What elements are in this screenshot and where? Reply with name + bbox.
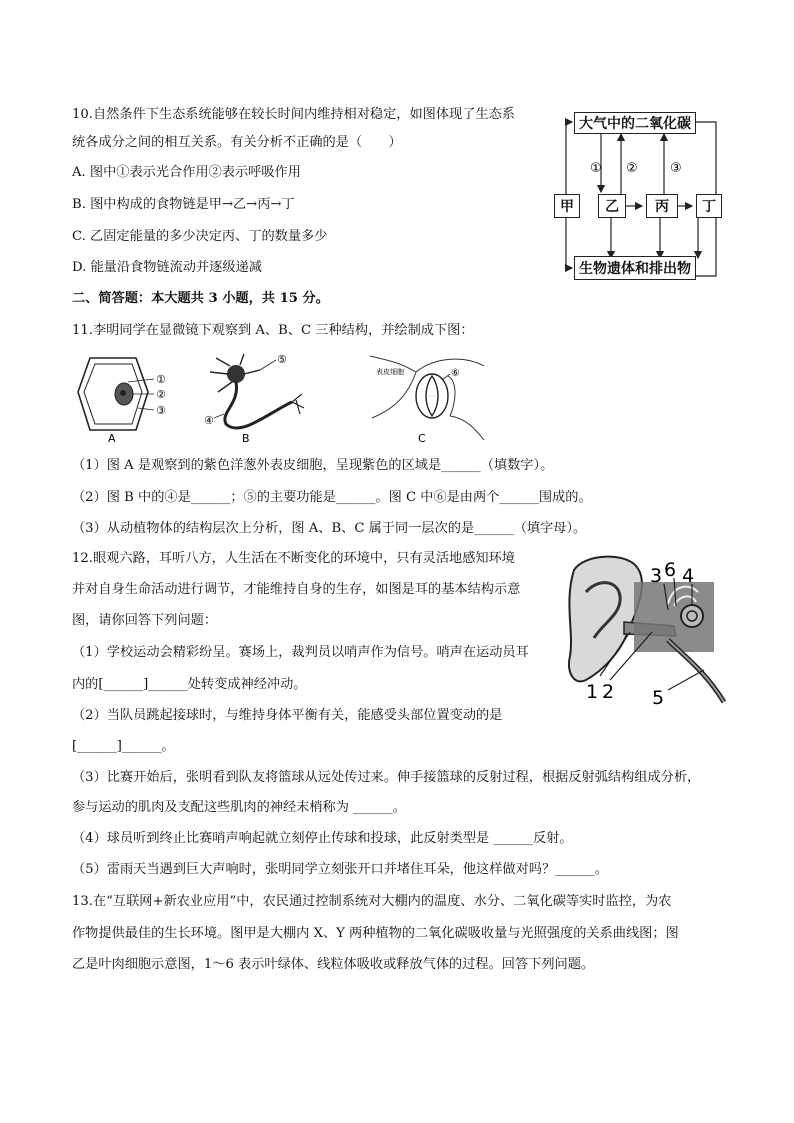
q10-line2: 统各成分之间的相互关系。有关分析不正确的是（ ） (72, 135, 402, 150)
ear-diagram (564, 552, 730, 708)
q10-option-a: A. 图中①表示光合作用②表示呼吸作用 (72, 165, 301, 180)
ear-label-1: 1 (586, 681, 599, 703)
q13-line3: 乙是叶肉细胞示意图，1～6 表示叶绿体、线粒体吸收或释放气体的过程。回答下列问题。 (72, 957, 595, 972)
q12-line2: 并对自身生命活动进行调节，才能维持自身的生存，如图是耳的基本结构示意 (72, 582, 521, 597)
q12-sub1a: （1）学校运动会精彩纷呈。赛场上，裁判员以哨声作为信号。哨声在运动员耳 (72, 645, 529, 660)
arrow-label-2: ② (626, 161, 638, 176)
ear-label-4: 4 (682, 565, 695, 587)
q12-line1: 12.眼观六路，耳听八方，人生活在不断变化的环境中，只有灵活地感知环境 (72, 551, 515, 566)
q10-line1: 10.自然条件下生态系统能够在较长时间内维持相对稳定，如图体现了生态系 (72, 107, 515, 122)
q10-option-c: C. 乙固定能量的多少决定丙、丁的数量多少 (72, 229, 328, 244)
q13-line2: 作物提供最佳的生长环境。图甲是大棚内 X、Y 两种植物的二氧化碳吸收量与光照强度的关系曲线图；图 (72, 926, 679, 941)
q12-sub3b: 参与运动的肌肉及支配这些肌肉的神经末梢称为 ______。 (72, 800, 406, 815)
ear-label-5: 5 (652, 687, 665, 708)
q12-sub2b: [______]______。 (72, 739, 175, 754)
ecosystem-diagram (546, 106, 726, 282)
q12-line3: 图，请你回答下列问题： (72, 613, 218, 628)
figc-epidermal-label: 表皮细胞 (376, 368, 404, 376)
atmosphere-co2-box: 大气中的二氧化碳 (574, 112, 696, 134)
q12-sub1b: 内的[______]______处转变成神经冲动。 (72, 677, 307, 692)
section-heading: 二、简答题：本大题共 3 小题，共 15 分。 (72, 291, 329, 306)
node-yi: 乙 (598, 194, 626, 218)
figb-label: B (242, 432, 250, 444)
figc-mark-6: ⑥ (451, 368, 460, 379)
q10-option-b: B. 图中构成的食物链是甲→乙→丙→丁 (72, 197, 295, 212)
q11-sub2: （2）图 B 中的④是______；⑤的主要功能是______。图 C 中⑥是由两个______围成的。 (72, 490, 592, 505)
arrow-label-3: ③ (670, 161, 682, 176)
ear-label-3: 3 (650, 565, 663, 587)
figure-b-neuron (200, 352, 320, 444)
q11-sub1: （1）图 A 是观察到的紫色洋葱外表皮细胞，呈现紫色的区域是______（填数字）。 (72, 458, 554, 473)
arrow-label-1: ① (590, 161, 602, 176)
ear-label-6: 6 (664, 559, 677, 581)
q12-sub2a: （2）当队员跳起接球时，与维持身体平衡有关，能感受头部位置变动的是 (72, 708, 503, 723)
node-jia: 甲 (554, 194, 580, 218)
figure-c-stoma (366, 352, 490, 444)
q11-stem: 11.李明同学在显微镜下观察到 A、B、C 三种结构，并绘制成下图： (72, 323, 474, 338)
figa-mark-2: ② (156, 388, 166, 401)
figure-a-plant-cell (72, 352, 182, 444)
figc-label: C (418, 432, 426, 444)
q12-sub3a: （3）比赛开始后，张明看到队友将篮球从远处传过来。伸手接篮球的反射过程，根据反射弧结构组成分析， (72, 770, 701, 785)
q11-sub3: （3）从动植物体的结构层次上分析，图 A、B、C 属于同一层次的是______（填字母）。 (72, 521, 587, 536)
figa-mark-3: ③ (156, 404, 166, 417)
node-ding: 丁 (696, 194, 722, 218)
q12-sub4: （4）球员听到终止比赛哨声响起就立刻停止传球和投球，此反射类型是 ______反射。 (72, 831, 573, 846)
figb-mark-5: ⑤ (277, 353, 287, 366)
figb-mark-4: ④ (204, 414, 214, 427)
q13-line1: 13.在“互联网+新农业应用”中，农民通过控制系统对大棚内的温度、水分、二氧化碳等实时监控，为农 (72, 894, 672, 909)
node-bing: 丙 (646, 194, 678, 218)
q10-option-d: D. 能量沿食物链流动并逐级递减 (72, 260, 262, 275)
figa-label: A (108, 432, 116, 444)
remains-box: 生物遗体和排出物 (574, 256, 696, 280)
figa-mark-1: ① (156, 373, 166, 386)
q12-sub5: （5）雷雨天当遇到巨大声响时，张明同学立刻张开口并堵住耳朵，他这样做对吗？______。 (72, 862, 608, 877)
ear-label-2: 2 (602, 681, 615, 703)
